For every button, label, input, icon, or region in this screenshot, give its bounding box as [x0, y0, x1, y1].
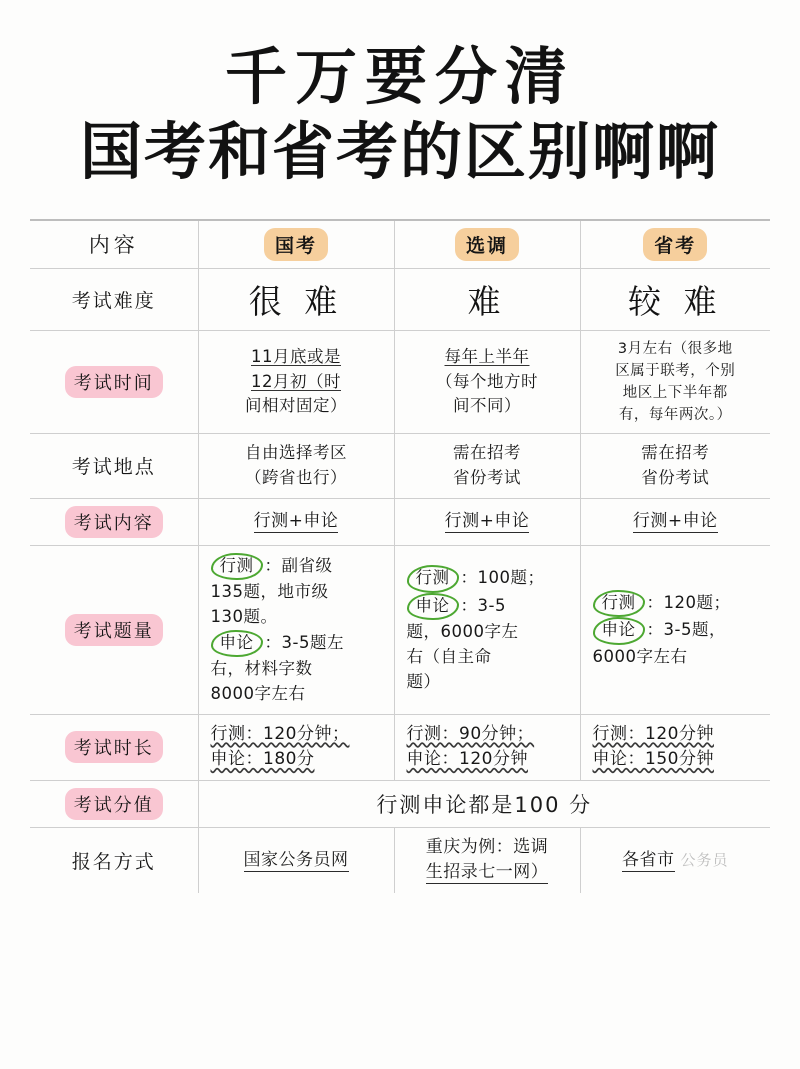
table-header-cell-guokao — [198, 221, 394, 269]
table-row — [30, 330, 770, 433]
row-label-badge: 考试时长 — [65, 731, 163, 763]
table-header-cell-shengkao — [580, 221, 770, 269]
table-row — [30, 827, 770, 893]
cell-registration-shengkao: 各省市 公务员 — [622, 849, 729, 870]
cell-registration-guokao: 国家公务员网 — [198, 827, 394, 893]
cell-duration-xuandiao: 行测：90分钟； 申论：120分钟 — [394, 714, 580, 780]
cell-time-xuandiao: 每年上半年 （每个地方时 间不同） — [394, 330, 580, 433]
watermark-text: 公务员 — [680, 850, 729, 869]
row-label-registration: 报名方式 — [30, 827, 198, 893]
cell-difficulty-xuandiao: 难 — [394, 268, 580, 330]
cell-difficulty-guokao: 很 难 — [198, 268, 394, 330]
table-header-row — [30, 221, 770, 269]
cell-questions-xuandiao: 行测 ：100题； 申论 ：3-5 题，6000字左 右（自主命 题） — [394, 545, 580, 714]
cell-registration-xuandiao: 重庆为例：选调 生招录七一网） — [394, 827, 580, 893]
circled-shenlun: 申论 — [211, 630, 263, 658]
cell-content-shengkao: 行测+申论 — [580, 498, 770, 545]
cell-time-shengkao: 3月左右（很多地 区属于联考，个别 地区上下半年都 有，每年两次。） — [580, 330, 770, 433]
column-label-content: 内容 — [88, 233, 139, 258]
cell-content-xuandiao: 行测+申论 — [394, 498, 580, 545]
table-header-cell-content — [30, 221, 198, 269]
circled-xingce: 行测 — [407, 565, 459, 593]
table-header-cell-xuandiao — [394, 221, 580, 269]
row-label-location: 考试地点 — [30, 434, 198, 499]
row-label-score — [30, 780, 198, 827]
table-row — [30, 780, 770, 827]
cell-location-xuandiao: 需在招考 省份考试 — [394, 434, 580, 499]
row-label-exam-content — [30, 498, 198, 545]
row-label-exam-time — [30, 330, 198, 433]
table-row — [30, 498, 770, 545]
row-label-difficulty: 考试难度 — [30, 268, 198, 330]
row-label-badge: 考试时间 — [65, 366, 163, 398]
row-label-badge: 考试内容 — [65, 506, 163, 538]
column-label-shengkao: 省考 — [643, 228, 707, 261]
cell-duration-shengkao: 行测：120分钟 申论：150分钟 — [580, 714, 770, 780]
column-label-guokao: 国考 — [264, 228, 328, 261]
table-row — [30, 545, 770, 714]
table-row — [30, 434, 770, 499]
column-label-xuandiao: 选调 — [455, 228, 519, 261]
cell-duration-guokao: 行测：120分钟； 申论：180分 — [198, 714, 394, 780]
comparison-table — [30, 219, 770, 893]
row-label-badge: 考试题量 — [65, 614, 163, 646]
cell-time-guokao: 11月底或是 12月初（时 间相对固定） — [198, 330, 394, 433]
cell-questions-shengkao: 行测 ：120题； 申论 ：3-5题， 6000字左右 — [580, 545, 770, 714]
row-label-question-count — [30, 545, 198, 714]
cell-score-all: 行测申论都是100 分 — [198, 780, 770, 827]
table-row — [30, 714, 770, 780]
row-label-duration — [30, 714, 198, 780]
table-row — [30, 268, 770, 330]
cell-questions-guokao: 行测 ：副省级 135题，地市级 130题。 申论 ：3-5题左 右，材料字数 8000字左右 — [198, 545, 394, 714]
cell-content-guokao: 行测+申论 — [198, 498, 394, 545]
circled-shenlun: 申论 — [407, 593, 459, 621]
circled-xingce: 行测 — [211, 553, 263, 581]
cell-location-guokao: 自由选择考区 （跨省也行） — [198, 434, 394, 499]
title-line-2: 国考和省考的区别啊啊 — [79, 115, 720, 189]
cell-difficulty-shengkao: 较 难 — [580, 268, 770, 330]
circled-shenlun: 申论 — [593, 617, 645, 645]
row-label-badge: 考试分值 — [65, 788, 163, 820]
page-title — [0, 0, 800, 191]
circled-xingce: 行测 — [593, 590, 645, 618]
title-line-1: 千万要分清 — [224, 40, 575, 113]
cell-location-shengkao: 需在招考 省份考试 — [580, 434, 770, 499]
